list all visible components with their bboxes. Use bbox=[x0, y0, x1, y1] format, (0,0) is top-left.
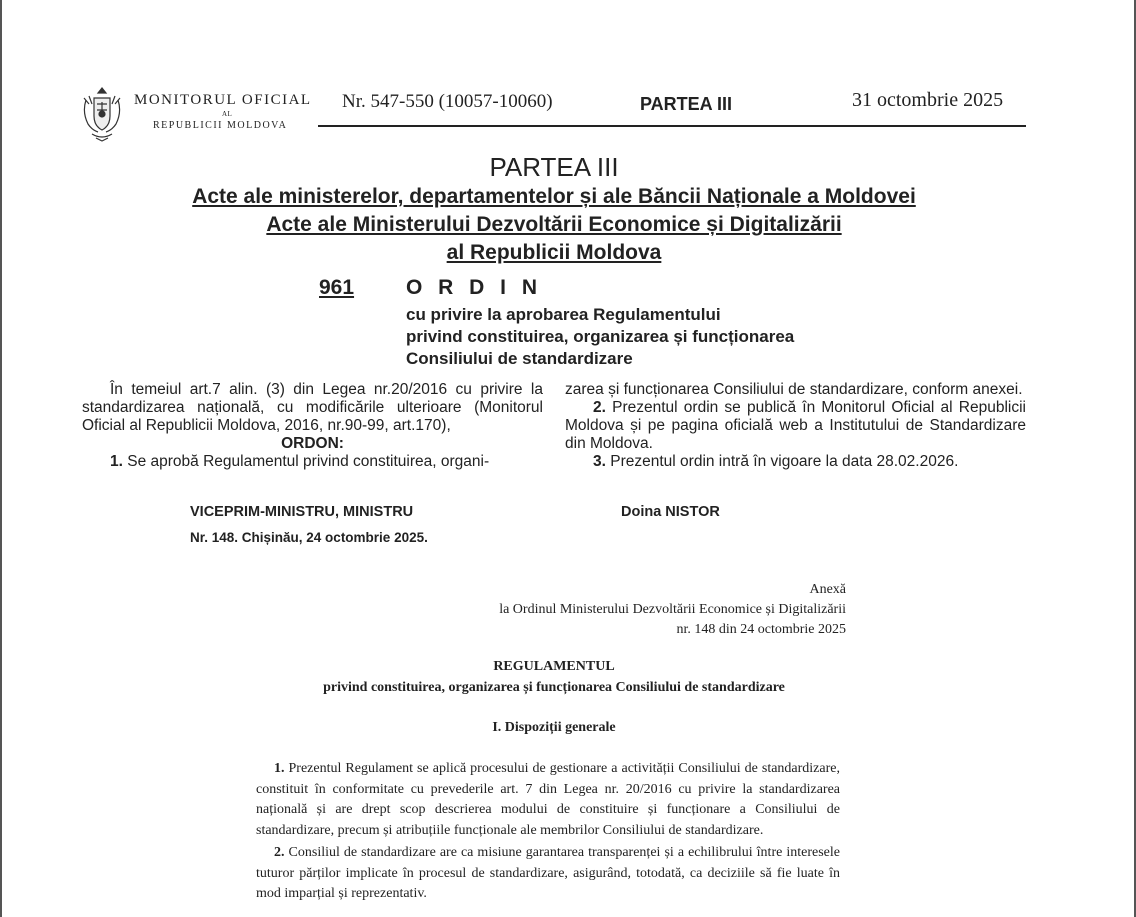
paragraph-number: 2. bbox=[274, 845, 285, 860]
subject-line: privind constituirea, organizarea și funcționarea bbox=[406, 327, 795, 346]
body-column-left bbox=[82, 381, 543, 471]
subject-line: cu privire la aprobarea Regulamentului bbox=[406, 305, 721, 324]
regulation-title: REGULAMENTUL bbox=[493, 659, 615, 674]
coat-of-arms-icon bbox=[80, 84, 124, 142]
publication-al: AL bbox=[222, 110, 233, 118]
preamble: În temeiul art.7 alin. (3) din Legea nr.20/2016 cu privire la standardizarea națională, cu modificările ulterioare (Monitorul Oficial al Republicii Moldova, 2016, nr.90-99, art.170), bbox=[82, 381, 543, 434]
subject-line: Consiliului de standardizare bbox=[406, 349, 633, 368]
item-text: Prezentul ordin se publică în Monitorul Oficial al Republicii Moldova și pe pagina oficială web a Institutului de Standardizare din Moldova. bbox=[565, 399, 1027, 452]
order-item-2 bbox=[565, 399, 1026, 453]
order-item-1-continued: zarea și funcționarea Consiliului de standardizare, conform anexei. bbox=[565, 381, 1023, 398]
signatory-title: VICEPRIM-MINISTRU, MINISTRU bbox=[190, 504, 414, 520]
part-title: PARTEA III bbox=[489, 152, 619, 182]
publication-country: REPUBLICII MOLDOVA bbox=[153, 120, 288, 131]
annex-ref-line2: nr. 148 din 24 octombrie 2025 bbox=[676, 622, 846, 637]
chapter-title: I. Dispoziții generale bbox=[492, 720, 616, 735]
publication-name: MONITORUL OFICIAL bbox=[134, 92, 312, 108]
signatory-name: Doina NISTOR bbox=[621, 504, 720, 520]
item-number: 1. bbox=[110, 453, 123, 470]
order-item-1 bbox=[82, 453, 543, 471]
regulation-paragraph-2 bbox=[256, 843, 840, 905]
annex-reference bbox=[499, 580, 846, 640]
paragraph-number: 1. bbox=[274, 761, 285, 776]
annex-ref-line1: la Ordinul Ministerului Dezvoltării Economice și Digitalizării bbox=[499, 602, 846, 617]
place-date: Nr. 148. Chișinău, 24 octombrie 2025. bbox=[190, 530, 428, 545]
body-column-right bbox=[565, 381, 1026, 471]
item-number: 2. bbox=[593, 399, 606, 416]
item-text: Prezentul ordin intră în vigoare la data 28.02.2026. bbox=[610, 453, 959, 470]
ordon-heading: ORDON: bbox=[281, 435, 344, 452]
paragraph-text: Consiliul de standardizare are ca misiune garantarea transparenței și a echilibrului între interesele tuturor părților implicate în procesul de standardizare, asigurând, totodată, ca deciziile să fie luate în mod imparțial și reprezentativ. bbox=[256, 845, 840, 901]
issue-date: 31 octombrie 2025 bbox=[852, 89, 1004, 111]
paragraph-text: Prezentul Regulament se aplică procesului de gestionare a activității Consiliului de standardizare, constituit în conformitate cu prevederile art. 7 din Legea nr. 20/2016 cu privire la standardizarea națională și are drept scop descrierea modului de constituire și funcționare a Consiliului de standardizare, precum și atribuțiile funcționale ale membrilor Consiliului de standardizare. bbox=[256, 761, 840, 838]
section-title-line2: Acte ale Ministerului Dezvoltării Economice și Digitalizării bbox=[266, 213, 842, 236]
regulation-body bbox=[256, 759, 840, 907]
regulation-subtitle: privind constituirea, organizarea și funcționarea Consiliului de standardizare bbox=[323, 680, 785, 695]
issue-number: Nr. 547-550 (10057-10060) bbox=[342, 91, 553, 112]
header-part: PARTEA III bbox=[640, 94, 733, 114]
item-number: 3. bbox=[593, 453, 606, 470]
annex-label: Anexă bbox=[809, 582, 846, 597]
header-divider bbox=[318, 125, 1026, 127]
page-border-left bbox=[0, 0, 2, 917]
document-type: O R D I N bbox=[406, 276, 543, 299]
section-title-line1: Acte ale ministerelor, departamentelor și ale Băncii Naționale a Moldovei bbox=[192, 185, 916, 208]
regulation-paragraph-1 bbox=[256, 759, 840, 841]
document-number: 961 bbox=[319, 276, 355, 299]
item-text: Se aprobă Regulamentul privind constituirea, organi- bbox=[127, 453, 490, 470]
document-subject bbox=[406, 304, 794, 370]
section-title-line3: al Republicii Moldova bbox=[446, 241, 662, 264]
order-item-3 bbox=[565, 453, 1026, 471]
